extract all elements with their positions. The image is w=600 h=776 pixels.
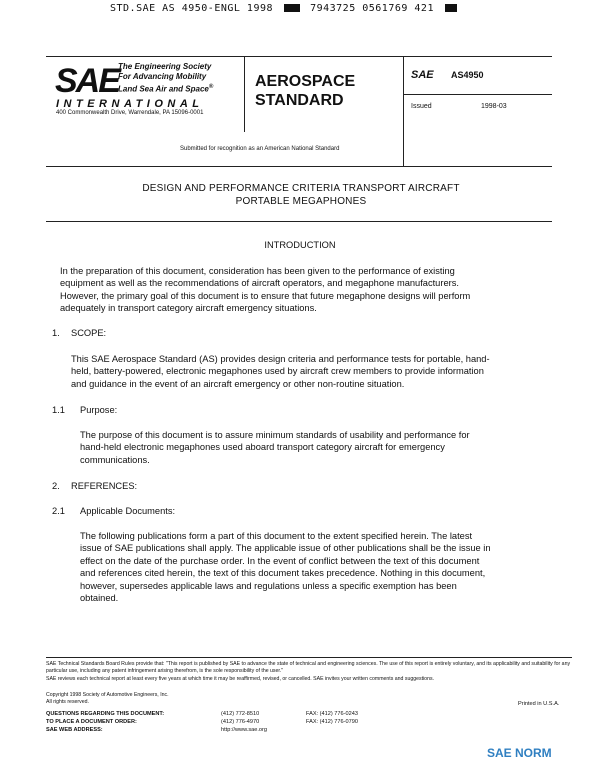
footer-rule <box>46 657 572 658</box>
header-divider-2 <box>403 56 404 166</box>
web-address-link[interactable]: http://www.sae.org <box>221 727 268 733</box>
tagline-line: The Engineering Society <box>118 62 212 71</box>
title-box-top <box>46 166 552 167</box>
text-line: communications. <box>80 454 150 465</box>
scope-paragraph <box>71 353 561 390</box>
document-id-line <box>110 3 461 14</box>
issued-date: 1998-03 <box>481 103 507 110</box>
document-type <box>255 72 355 110</box>
contact-label: QUESTIONS REGARDING THIS DOCUMENT: <box>46 711 165 717</box>
section-number: 2.1 <box>52 506 65 516</box>
tagline-line: Land Sea Air and Space® <box>118 84 214 94</box>
header-divider-1 <box>244 56 245 132</box>
applicable-documents-heading: Applicable Documents: <box>80 506 176 516</box>
text-line: hand-held electronic megaphones used aboard transport category aircraft for emergency <box>80 442 445 453</box>
contact-fax: FAX: (412) 776-0243 <box>306 711 358 717</box>
contact-phone: (412) 772-8510 <box>221 711 260 717</box>
text-line: effect on the date of the purchase order. In the event of conflict between the text of this document <box>80 555 480 566</box>
printed-in: Printed in U.S.A. <box>518 701 560 707</box>
contact-label: SAE WEB ADDRESS: <box>46 727 103 733</box>
title-line: PORTABLE MEGAPHONES <box>235 196 367 207</box>
copyright: Copyright 1998 Society of Automotive Engineers, Inc. <box>46 692 169 698</box>
contact-fax: FAX: (412) 776-0790 <box>306 719 358 725</box>
text-line: equipment as well as the recommendations of aircraft operators, and megaphone manufacturers. <box>60 278 459 289</box>
review-text: SAE reviews each technical report at least every five years at which time it may be reaffirmed, revised, or cancelled. SAE invites your written comments and suggestions. <box>46 676 434 682</box>
text-line: adequately in transport category aircraft emergency situations. <box>60 303 317 314</box>
document-type-line1: AEROSPACE <box>255 73 356 90</box>
purpose-heading: Purpose: <box>80 405 118 415</box>
footer-policy <box>46 661 571 683</box>
sae-logo: SAE <box>55 62 119 100</box>
document-id-right: 7943725 0561769 421 <box>310 3 434 14</box>
text-line: and guidance in the event of an aircraft emergency or other non-routine situation. <box>71 378 405 389</box>
applicable-documents-paragraph <box>80 530 565 604</box>
sae-norm-watermark <box>487 744 552 762</box>
document-title <box>56 182 546 208</box>
text-line: In the preparation of this document, consideration has been given to the performance of existing <box>60 266 455 276</box>
ansi-submission-note: Submitted for recognition as an American National Standard <box>180 146 340 152</box>
references-heading: REFERENCES: <box>71 481 138 491</box>
policy-text: SAE Technical Standards Board Rules provide that: "This report is published by SAE to advance the state of technical and engineering sciences. The use of this report is entirely voluntary, and its applicability and suitability for any particular use, including any patent infringement arising therefrom, is the sole responsibility of the user." <box>46 661 571 674</box>
text-line: The purpose of this document is to assure minimum standards of usability and performance for <box>80 430 470 440</box>
section-number: 1.1 <box>52 405 65 415</box>
introduction-heading: INTRODUCTION <box>264 240 336 250</box>
contact-label: TO PLACE A DOCUMENT ORDER: <box>46 719 137 725</box>
scope-heading: SCOPE: <box>71 328 107 338</box>
section-number: 1. <box>52 328 60 338</box>
sae-address: 400 Commonwealth Drive, Warrendale, PA 15096-0001 <box>56 110 204 116</box>
tagline-line: For Advancing Mobility <box>118 72 207 81</box>
text-line: held, battery-powered, electronic megaphones used by aircraft crew members to provide information <box>71 366 484 377</box>
sae-tagline <box>118 62 213 95</box>
text-line: However, the primary goal of this document is to ensure that future megaphone designs will perform <box>60 290 471 301</box>
purpose-paragraph <box>80 429 560 466</box>
rights-reserved: All rights reserved. <box>46 699 89 705</box>
registered-mark: ® <box>208 84 214 90</box>
contact-phone: (412) 776-4970 <box>221 719 260 725</box>
title-line: DESIGN AND PERFORMANCE CRITERIA TRANSPORT AIRCRAFT <box>142 183 460 194</box>
document-id-left: STD.SAE AS 4950-ENGL 1998 <box>110 3 274 14</box>
document-type-line2: STANDARD <box>255 92 344 109</box>
header-top-rule <box>46 56 552 57</box>
international-wordmark: INTERNATIONAL <box>56 98 204 110</box>
barcode-block <box>284 4 300 12</box>
text-line: however, supersedes applicable laws and regulations unless a specific exemption has been <box>80 580 457 591</box>
document-number: AS4950 <box>451 70 484 80</box>
text-line: issue of SAE publications shall apply. The applicable issue of other publications shall be the issue in <box>80 543 491 554</box>
section-number: 2. <box>52 481 60 491</box>
barcode-block-end <box>445 4 457 12</box>
watermark-text: SAE NORM <box>487 746 552 760</box>
issued-label: Issued <box>411 103 432 110</box>
text-line: This SAE Aerospace Standard (AS) provides design criteria and performance tests for portable, hand- <box>71 354 490 364</box>
docnum-rule <box>403 94 552 95</box>
text-line: obtained. <box>80 593 119 604</box>
introduction-paragraph <box>60 265 560 315</box>
text-line: The following publications form a part of this document to the extent specified herein. The latest <box>80 531 473 541</box>
text-line: and references cited herein, the text of this document takes precedence. Nothing in this document, <box>80 568 486 579</box>
title-box-bottom <box>46 221 552 222</box>
sae-mark-small: SAE <box>411 69 434 81</box>
